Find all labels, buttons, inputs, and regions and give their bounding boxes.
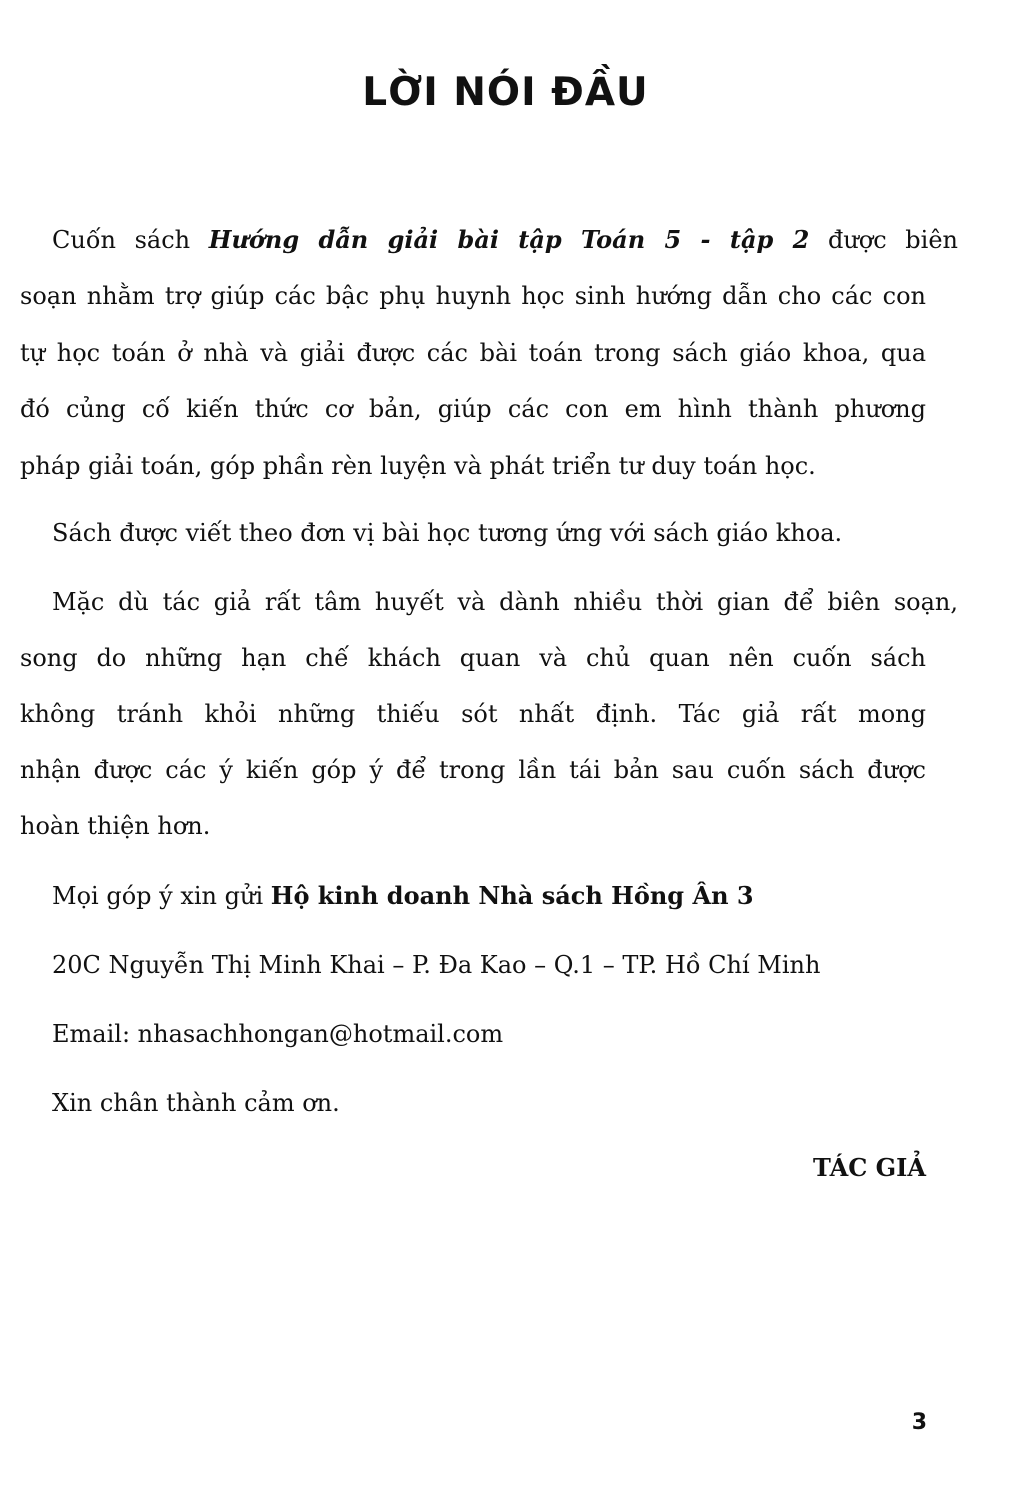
paragraph-3-line-3: không tránh khỏi những thiếu sót nhất định. Tác giả rất mong	[20, 700, 926, 728]
author-label: TÁC GIẢ	[813, 1153, 926, 1182]
paragraph-3-line-4: nhận được các ý kiến góp ý để trong lần tái bản sau cuốn sách được	[20, 756, 926, 784]
book-title: Hướng dẫn giải bài tập Toán 5 - tập 2	[208, 225, 810, 254]
paragraph-1-line-3: tự học toán ở nhà và giải được các bài toán trong sách giáo khoa, qua	[20, 339, 926, 367]
paragraph-3-line-5: hoàn thiện hơn.	[20, 812, 211, 840]
paragraph-1-line-1-end: được biên	[827, 226, 958, 254]
contact-line	[20, 868, 958, 925]
contact-email: Email: nhasachhongan@hotmail.com	[52, 1020, 504, 1048]
paragraph-3-line-2: song do những hạn chế khách quan và chủ quan nên cuốn sách	[20, 644, 926, 672]
paragraph-3-line-1: Mặc dù tác giả rất tâm huyết và dành nhiều thời gian để biên soạn,	[52, 588, 958, 616]
paragraph-1-line-1	[20, 212, 958, 269]
paragraph-1-line-5: pháp giải toán, góp phần rèn luyện và phát triển tư duy toán học.	[20, 452, 816, 480]
paragraph-1-intro: Cuốn sách	[52, 226, 191, 254]
paragraph-2: Sách được viết theo đơn vị bài học tương ứng với sách giáo khoa.	[52, 519, 843, 547]
contact-address: 20C Nguyễn Thị Minh Khai – P. Đa Kao – Q.1 – TP. Hồ Chí Minh	[52, 951, 821, 979]
contact-intro: Mọi góp ý xin gửi	[52, 882, 264, 910]
page-title: LỜI NÓI ĐẦU	[362, 70, 649, 115]
contact-recipient: Hộ kinh doanh Nhà sách Hồng Ân 3	[270, 881, 754, 910]
paragraph-1-line-4: đó củng cố kiến thức cơ bản, giúp các con em hình thành phương	[20, 395, 926, 423]
thanks-line: Xin chân thành cảm ơn.	[52, 1089, 340, 1117]
page-number: 3	[911, 1410, 927, 1435]
paragraph-1-line-2: soạn nhằm trợ giúp các bậc phụ huynh học sinh hướng dẫn cho các con	[20, 282, 926, 310]
